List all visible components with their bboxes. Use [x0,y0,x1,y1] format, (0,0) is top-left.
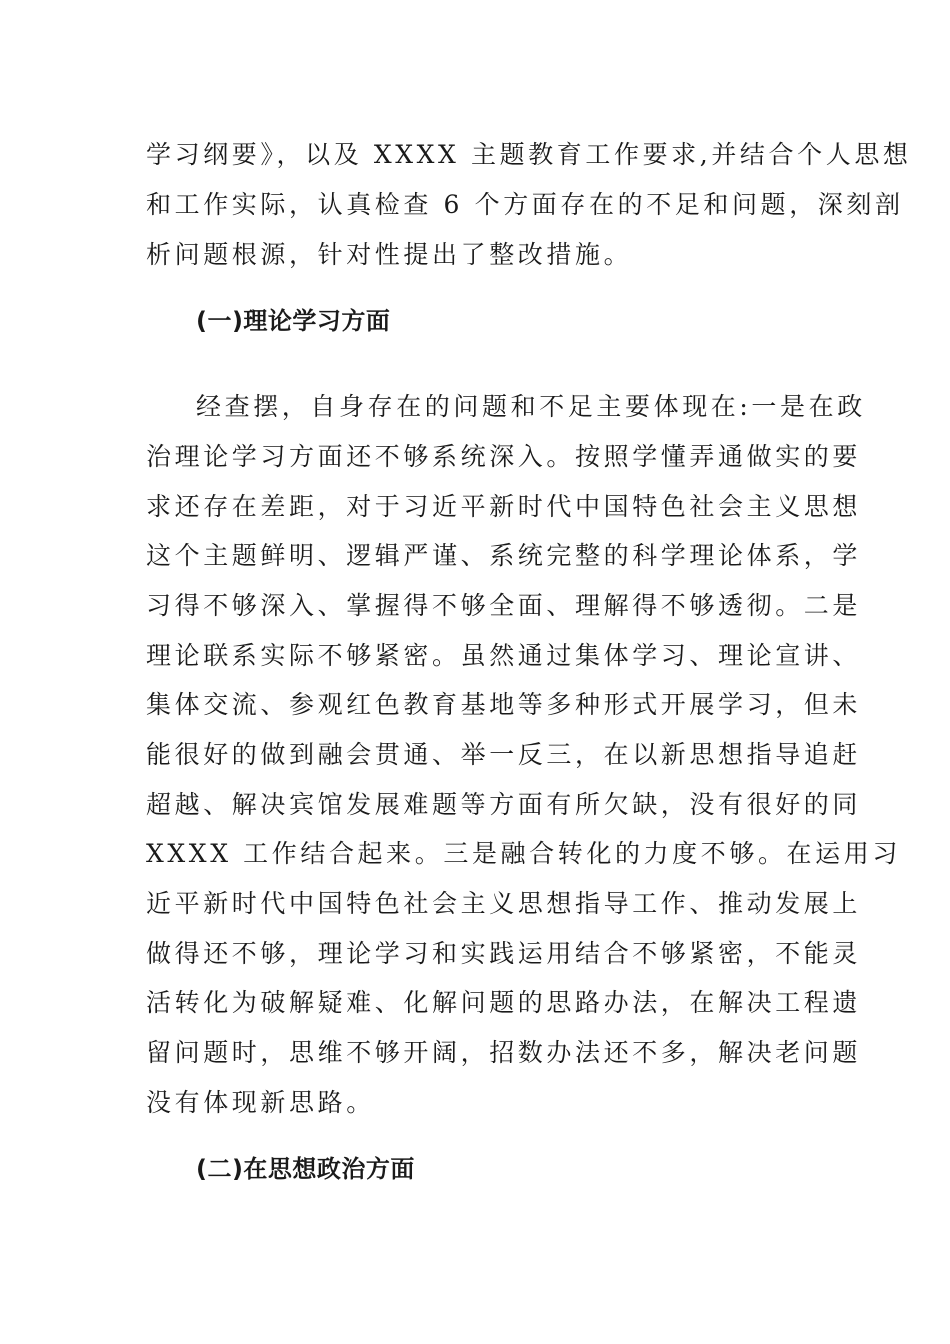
intro-line-2: 和工作实际，认真检查 6 个方面存在的不足和问题，深刻剖 [146,190,904,219]
paragraph-line: 留问题时，思维不够开阔，招数办法还不多，解决老问题 [146,1038,862,1067]
paragraph-line: 超越、解决宾馆发展难题等方面有所欠缺，没有很好的同 [146,790,862,819]
paragraph-line: 理论联系实际不够紧密。虽然通过集体学习、理论宣讲、 [146,641,862,670]
section-heading-ideology-politics: (二)在思想政治方面 [196,1155,415,1183]
paragraph-line: 没有体现新思路。 [146,1088,375,1117]
paragraph-line: 治理论学习方面还不够系统深入。按照学懂弄通做实的要 [146,442,862,471]
paragraph-line: 近平新时代中国特色社会主义思想指导工作、推动发展上 [146,889,862,918]
paragraph-line: 这个主题鲜明、逻辑严谨、系统完整的科学理论体系，学 [146,541,862,570]
intro-line-3: 析问题根源，针对性提出了整改措施。 [146,240,633,269]
paragraph-line: XXXX 工作结合起来。三是融合转化的力度不够。在运用习 [146,839,901,868]
paragraph-line: 能很好的做到融会贯通、举一反三，在以新思想指导追赶 [146,740,862,769]
paragraph-line: 集体交流、参观红色教育基地等多种形式开展学习，但未 [146,690,862,719]
paragraph-line: 经查摆，自身存在的问题和不足主要体现在:一是在政 [196,392,866,421]
section-heading-theory-study: (一)理论学习方面 [196,307,391,335]
intro-line-1: 学习纲要》，以及 XXXX 主题教育工作要求,并结合个人思想 [146,140,912,169]
paragraph-line: 做得还不够，理论学习和实践运用结合不够紧密，不能灵 [146,939,862,968]
paragraph-line: 活转化为破解疑难、化解问题的思路办法，在解决工程遗 [146,988,862,1017]
paragraph-line: 求还存在差距，对于习近平新时代中国特色社会主义思想 [146,492,862,521]
paragraph-line: 习得不够深入、掌握得不够全面、理解得不够透彻。二是 [146,591,862,620]
